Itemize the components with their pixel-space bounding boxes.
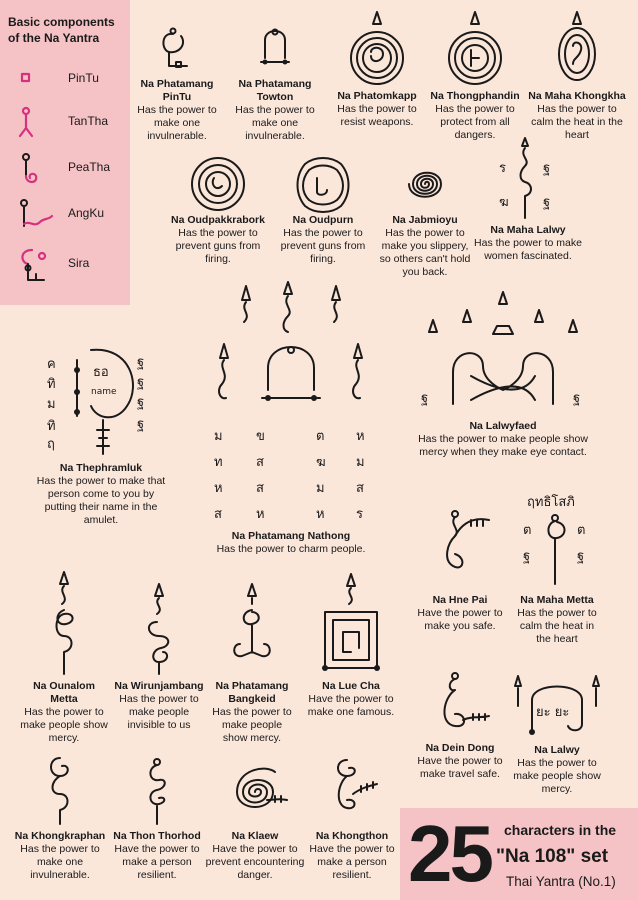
character-count: 25 [408,809,491,898]
svg-text:ส: ส [356,481,364,496]
entry-desc: Has the power to protect from all dangers. [435,103,515,141]
entry-name: Na Oudpakkrabork [171,214,265,226]
legend-label-pintu: PinTu [68,71,99,85]
entry-lue-cha [302,572,400,719]
entry-name: Na Maha Khongkha [528,90,626,102]
entry-desc: Have the power to make a person resilient. [114,843,200,881]
entry-name: Na Dein Dong [425,742,495,754]
entry-maha-lalwy [472,136,584,263]
khongthon-icon [317,754,387,830]
entry-desc: Has the power to charm people. [216,543,366,555]
entry-name: Na Phatamang Towton [238,78,312,103]
entry-oudpurn [275,154,371,266]
legend-title: Basic components of the Na Yantra [8,15,115,45]
entry-desc: Has the power to calm the heat in the heart [517,607,597,645]
svg-text:ม: ม [214,429,223,444]
hne-pai-icon [425,504,495,594]
entry-desc: Has the power to make one invulnerable. [137,104,217,142]
entry-desc: Have the power to make you safe. [417,607,503,632]
legend-label-angku: AngKu [68,206,105,220]
phatamang-bangkeid-icon [222,582,282,680]
svg-text:ฐ: ฐ [137,355,145,370]
wirunjambang-icon [129,582,189,680]
banner-series: Thai Yantra (No.1) [506,874,616,889]
svg-text:ต: ต [523,523,532,538]
lue-cha-icon [315,572,387,680]
entry-khongkraphan [14,754,106,882]
svg-text:ร: ร [356,507,363,522]
thon-thorhod-icon [127,754,187,830]
thephramluk-icon [41,336,161,462]
entry-name: Na Oudpurn [292,214,354,226]
entry-phatamang-nathong [196,280,386,556]
entry-name: Na Thon Thorhod [113,830,201,842]
svg-text:ท: ท [214,455,223,470]
entry-desc: Has the power to make people show mercy. [513,757,601,795]
svg-text:ม: ม [47,397,56,412]
entry-name: Na Khongkraphan [14,830,106,842]
entry-lalwy [510,666,604,796]
jabmioyu-icon [393,154,457,214]
entry-desc: Have the power to make travel safe. [417,755,503,780]
entry-phatamang-pintu [134,22,220,143]
svg-text:ทิ: ทิ [47,419,56,434]
entry-name: Na Lalwyfaed [469,420,537,432]
entry-desc: Have the power to make one famous. [307,693,395,718]
svg-text:ฐ: ฐ [137,417,145,432]
legend-item-sira [0,246,130,286]
svg-text:ส: ส [256,481,264,496]
svg-text:ฐ: ฐ [573,391,581,406]
entry-maha-khongkha [527,10,627,142]
entry-ounalom-metta [20,570,108,745]
legend-item-angku [0,198,130,238]
entry-phatamang-towton [232,22,318,143]
svg-text:ฐ: ฐ [523,549,531,564]
entry-thongphandin [430,10,520,142]
entry-desc: Has the power to prevent guns from firing. [280,227,366,265]
entry-hne-pai [412,504,508,633]
entry-desc: Have the power to make a person resilient. [309,843,395,881]
entry-name: Na Phatamang Bangkeid [215,680,289,705]
svg-text:ห: ห [256,507,265,522]
svg-text:ส: ส [214,507,222,522]
entry-phatomkapp [332,10,422,129]
entry-wirunjambang [110,582,208,732]
entry-jabmioyu [377,154,473,279]
svg-text:ฐ: ฐ [137,375,145,390]
phatamang-pintu-icon [147,22,207,78]
phatamang-towton-icon [245,22,305,78]
entry-name: Na Maha Metta [520,594,594,606]
entry-desc: Has the power to make people show mercy. [20,706,108,744]
entry-name: Na Thephramluk [59,462,143,474]
sira-icon [14,246,64,286]
entry-desc: Has the power to calm the heat in the heart [531,103,623,141]
entry-desc: Has the power to make that person come to you by putting their name in the amulet. [36,475,166,526]
lalwy-icon [510,666,604,744]
entry-khongthon [306,754,398,882]
entry-name: Na Phatamang Nathong [231,530,351,542]
svg-text:ม: ม [316,481,325,496]
svg-text:ฐ: ฐ [137,395,145,410]
entry-desc: Have the power to prevent encountering danger. [205,843,305,881]
entry-name: Na Lalwy [534,744,580,756]
entry-name: Na Phatamang PinTu [140,78,214,103]
dein-dong-icon [425,668,495,742]
peatha-icon [14,152,54,188]
lalwyfaed-icon [413,290,593,420]
svg-text:ฐ: ฐ [577,549,585,564]
entry-desc: Has the power to make you slippery, so others can't hold you back. [379,227,471,278]
svg-text:ฆ: ฆ [499,195,509,210]
entry-desc: Has the power to resist weapons. [337,103,417,128]
svg-text:ฤ: ฤ [47,437,55,452]
entry-name: Na Phatomkapp [337,90,417,102]
entry-name: Na Wirunjambang [114,680,204,692]
entry-desc: Has the power to make people show mercy when they make eye contact. [418,433,588,458]
entry-desc: Has the power to make women fascinated. [474,237,582,262]
legend-label-peatha: PeaTha [68,160,111,174]
svg-text:ต: ต [316,429,325,444]
svg-text:ร: ร [499,161,506,176]
tantha-icon [14,106,54,142]
phatamang-nathong-icon [196,280,386,530]
entry-name: Na Jabmioyu [392,214,458,226]
entry-oudpakkrabork [170,154,266,266]
entry-dein-dong [412,668,508,781]
entry-name: Na Ounalom Metta [33,680,95,705]
svg-text:ห: ห [214,481,223,496]
maha-khongkha-icon [545,10,609,90]
svg-text:ยะ ยะ: ยะ ยะ [536,705,570,720]
maha-metta-icon [517,494,597,594]
entry-maha-metta [512,494,602,646]
entry-name: Na Hne Pai [432,594,488,606]
svg-text:ห: ห [316,507,325,522]
entry-desc: Has the power to make people invisible to us [119,693,199,731]
svg-text:ทิ: ทิ [47,377,56,392]
svg-text:ธอ: ธอ [93,365,109,380]
legend-label-tantha: TanTha [68,114,109,128]
entry-name: Na Thongphandin [430,90,520,102]
oudpurn-icon [291,154,355,214]
entry-thephramluk [36,336,166,527]
legend-label-sira: Sira [68,256,90,270]
banner-set-name: "Na 108" set [496,846,609,867]
svg-text:ค: ค [47,357,56,372]
entry-phatamang-bangkeid [210,582,294,745]
khongkraphan-icon [30,754,90,830]
entry-thon-thorhod [110,754,204,882]
svg-text:ห: ห [356,429,365,444]
entry-klaew [204,754,306,882]
svg-text:ฐ: ฐ [543,161,551,176]
legend-item-tantha [0,106,130,146]
svg-text:ฐ: ฐ [421,391,429,406]
banner-subtitle: characters in the [504,822,617,838]
phatomkapp-icon [345,10,409,90]
svg-text:ฐ: ฐ [543,195,551,210]
entry-desc: Has the power to make one invulnerable. [20,843,100,881]
svg-text:ข: ข [256,429,265,444]
legend-panel [0,0,130,305]
oudpakkrabork-icon [186,154,250,214]
legend-item-pintu [0,64,130,104]
angku-icon [14,198,64,234]
svg-text:ฤทธิโสภิ: ฤทธิโสภิ [527,495,575,510]
entry-lalwyfaed [410,290,596,459]
svg-text:ต: ต [577,523,586,538]
entry-name: Na Maha Lalwy [490,224,566,236]
entry-desc: Has the power to make people show mercy. [212,706,292,744]
thephramluk-inner-label: name [91,387,117,397]
legend-item-peatha [0,152,130,192]
maha-lalwy-icon [493,136,563,224]
pintu-icon [14,64,54,94]
thongphandin-icon [443,10,507,90]
klaew-icon [215,754,295,830]
entry-desc: Has the power to make one invulnerable. [235,104,315,142]
title-banner [400,808,638,900]
svg-text:ฆ: ฆ [316,455,326,470]
entry-name: Na Lue Cha [322,680,380,692]
entry-desc: Has the power to prevent guns from firing. [175,227,261,265]
svg-text:ส: ส [256,455,264,470]
entry-name: Na Khongthon [315,830,389,842]
entry-name: Na Klaew [231,830,279,842]
svg-text:ม: ม [356,455,365,470]
ounalom-metta-icon [34,570,94,680]
